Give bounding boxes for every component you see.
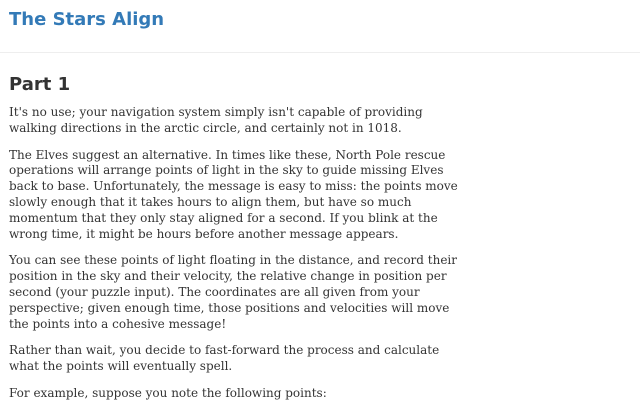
paragraph-5 bbox=[9, 386, 429, 400]
text-line: position in the sky and their velocity, the relative change in position per bbox=[9, 269, 447, 284]
paragraph-4 bbox=[9, 343, 440, 375]
text-line: wrong time, it might be hours before another message appears. bbox=[9, 226, 399, 241]
text-line: It's no use; your navigation system simply isn't capable of providing bbox=[9, 105, 423, 119]
paragraph-1 bbox=[9, 105, 429, 137]
text-line: The Elves suggest an alternative. In times like these, North Pole rescue bbox=[9, 147, 446, 162]
text-line: the points into a cohesive message! bbox=[9, 316, 227, 331]
text-line: slowly enough that it takes hours to align them, but have so much bbox=[9, 194, 412, 209]
text-line: Rather than wait, you decide to fast-forward the process and calculate bbox=[9, 343, 440, 358]
part-heading: Part 1 bbox=[9, 74, 71, 95]
text-line: For example, suppose you note the following points: bbox=[9, 385, 327, 400]
paragraph-3 bbox=[9, 253, 458, 332]
text-line: what the points will eventually spell. bbox=[9, 359, 233, 374]
text-line: back to base. Unfortunately, the message is easy to miss: the points move bbox=[9, 179, 458, 194]
article bbox=[9, 74, 458, 400]
site-header bbox=[0, 0, 640, 53]
text-line: You can see these points of light floating in the distance, and record their bbox=[9, 253, 458, 268]
text-line: momentum that they only stay aligned for a second. If you blink at the bbox=[9, 210, 438, 225]
paragraph-2 bbox=[9, 147, 458, 243]
text-line: second (your puzzle input). The coordinates are all given from your bbox=[9, 284, 420, 299]
text-line: walking directions in the arctic circle, and certainly not in 1018. bbox=[9, 120, 402, 135]
text-line: operations will arrange points of light in the sky to guide missing Elves bbox=[9, 163, 444, 178]
site-title-link[interactable]: The Stars Align bbox=[9, 9, 165, 30]
text-line: perspective; given enough time, those positions and velocities will move bbox=[9, 300, 450, 315]
